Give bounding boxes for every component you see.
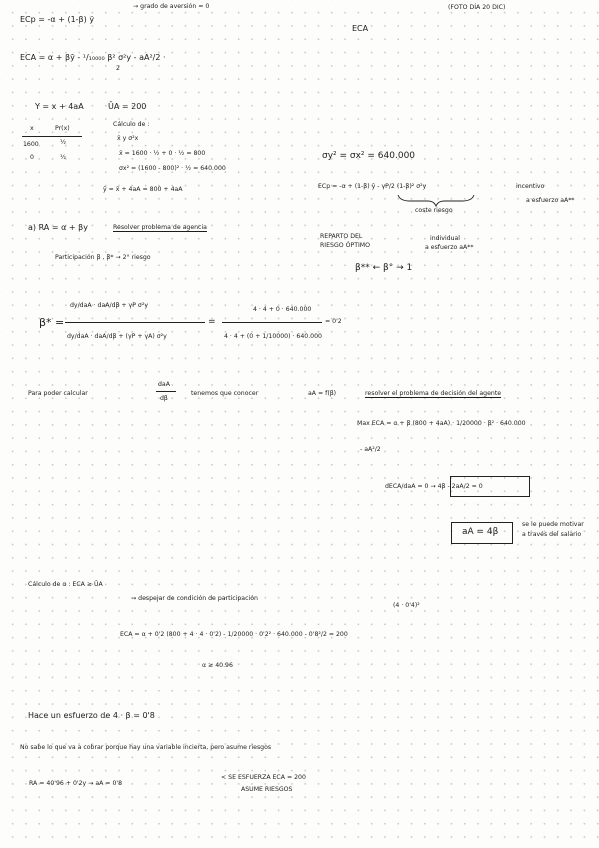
beta-values-bar (222, 322, 322, 323)
power-note: (4 · 0'4)² (393, 602, 420, 609)
table-x1: 1600 (23, 141, 39, 148)
table-p2: ½ (60, 154, 66, 161)
y-definition: Y = x + 4aA (35, 102, 84, 111)
compute-intro: Para poder calcular (28, 390, 88, 397)
foc-box (450, 476, 530, 497)
participation-note: Participación β , β* → 2° riesgo (55, 254, 151, 261)
reservation-utility: ŪA = 200 (108, 102, 147, 111)
beta-numerator: dy/daA · daA/dβ + γP σ²y (70, 302, 148, 309)
photo-note: (FOTO DÍA 20 DIC) (448, 4, 506, 11)
need-to-know: tenemos que conocer (191, 390, 259, 397)
beta-relation: β** ← β° → 1 (355, 263, 413, 273)
eca-formula-denominator: 2 (116, 65, 120, 72)
first-order-condition: dECA/daA = 0 → 4β - 2aA/2 = 0 (385, 483, 483, 490)
uncertainty-note: No sabe lo que va a cobrar porque hay una variable incierta, pero asume riesgos (20, 744, 272, 751)
incentive-label: incentivo (516, 183, 545, 190)
daa-denominator: dβ (160, 395, 168, 402)
daa-numerator: daA (158, 381, 170, 388)
table-p-header: Pr(x) (55, 125, 70, 132)
risk-cost-label: coste riesgo (415, 207, 453, 214)
individual-effort-2: a esfuerzo aA** (425, 244, 474, 251)
alpha-result: α ≥ 40.96 (202, 662, 233, 669)
ecp-risk-formula: ECp = -α + (1-β) ȳ - γP/2 (1-β)² σ²y (318, 183, 427, 190)
beta-fraction-bar (65, 322, 205, 323)
agent-decision-note: resolver el problema de decisión del agente (365, 390, 502, 397)
table-x2: 0 (30, 154, 34, 161)
table-x-header: x (30, 125, 34, 132)
optimal-risk-1: REPARTO DEL (320, 233, 363, 240)
y-bar: ȳ = x̄ + 4aA = 800 + 4aA (103, 186, 183, 193)
beta-den-values: 4 · 4 + (0 + 1/10000) · 640.000 (224, 333, 322, 340)
beta-denominator: dy/daA · daA/dβ + (γP + γA) σ²y (67, 333, 167, 340)
sigma-y: σy² = σx² = 640.000 (322, 151, 416, 161)
calc-variance: σx² = (1600 - 800)² · ½ = 640.000 (119, 165, 226, 172)
alpha-heading: Cálculo de α : ECA ≥ ŪA (28, 581, 103, 588)
eca-formula: ECA = α + βȳ - ¹/₁₀₀₀₀ β² σ²y - aA²/2 · (20, 53, 166, 62)
ecp-formula: ECp = -α + (1-β) ỹ (20, 15, 95, 24)
risk-note: ASUME RIESGOS (241, 786, 293, 793)
effort-solution: aA = 4β (462, 527, 499, 537)
beta-num-values: 4 · 4 + 0 · 640.000 (253, 306, 312, 313)
beta-equals: = (208, 317, 216, 327)
ra-contract: a) RA = α + βy (28, 223, 88, 232)
aversion-annotation: → grado de aversión = 0 (133, 3, 210, 10)
max-problem-cont: - aA²/2 (360, 446, 381, 453)
beta-star-lhs: β* = (39, 316, 65, 329)
final-contract: RA = 40'96 + 0'2y → aA = 0'8 (29, 780, 123, 787)
table-p1: ½ (60, 139, 66, 146)
effort-conclusion: Hace un esfuerzo de 4 · β = 0'8 (28, 711, 155, 720)
participation-subnote: → despejar de condición de participación (131, 595, 258, 602)
agency-problem-note: Resolver problema de agencia (113, 224, 207, 231)
effort-note: < SE ESFUERZA ECA = 200 (221, 774, 306, 781)
effort-label: a esfuerzo aA** (526, 197, 575, 204)
beta-result: = 0'2 (325, 318, 342, 325)
individual-effort-1: individual (430, 235, 461, 242)
max-problem: Max ECA = α + β (800 + 4aA) · 1/20000 · β² · 640.000 (357, 420, 526, 427)
eca-top-label: ECA (352, 24, 369, 33)
alpha-equation: ECA = α + 0'2 (800 + 4 · 4 · 0'2) - 1/20000 · 0'2² · 640.000 - 0'8²/2 = 200 (120, 631, 348, 638)
optimal-risk-2: RIESGO ÓPTIMO (320, 242, 371, 249)
calc-mean: x̄ = 1600 · ½ + 0 · ½ = 800 (119, 150, 206, 157)
calc-heading: Cálculo de : (113, 121, 150, 128)
effort-function: aA = f(β) (308, 390, 337, 397)
calc-targets: x̄ y σ²x (117, 135, 139, 142)
daa-fraction-bar (156, 391, 176, 392)
motivation-note: se le puede motivar a través del salario (522, 521, 584, 538)
